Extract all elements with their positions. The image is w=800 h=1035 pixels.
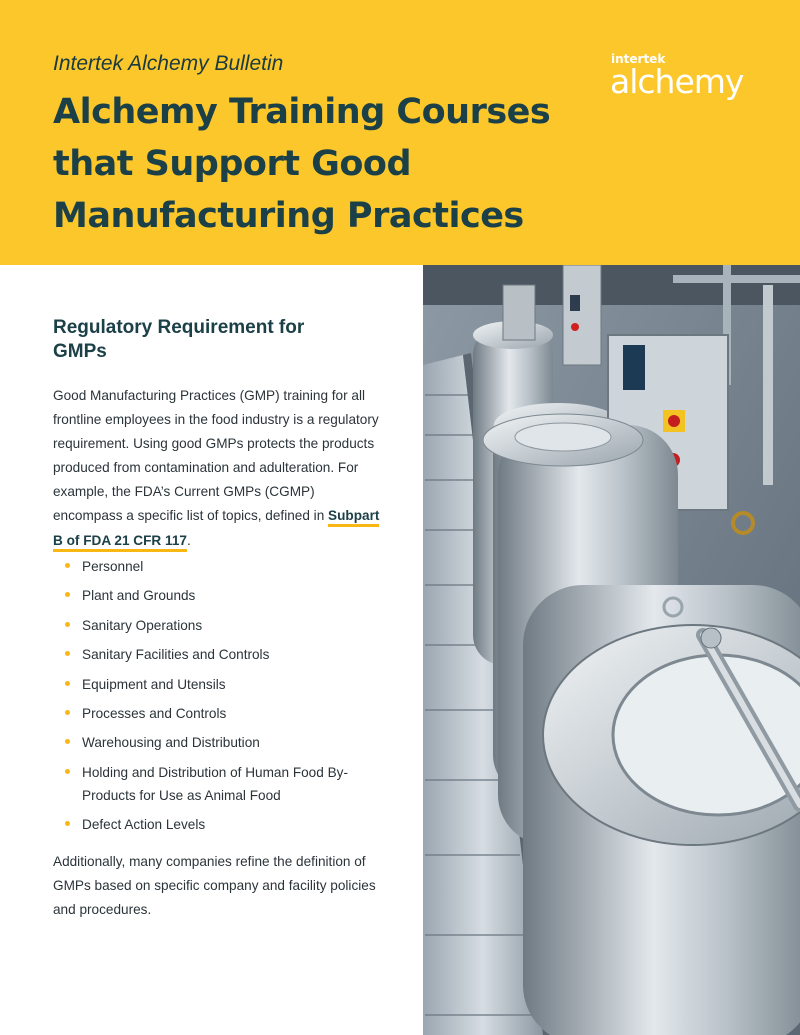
intro-end: . bbox=[186, 532, 191, 548]
header-banner bbox=[0, 0, 800, 265]
intro-paragraph bbox=[53, 384, 383, 553]
topic-list-item: Equipment and Utensils bbox=[65, 673, 385, 696]
topic-list-item: Personnel bbox=[65, 555, 385, 578]
topic-list-item: Warehousing and Distribution bbox=[65, 731, 385, 754]
topic-list bbox=[65, 555, 385, 843]
topic-list-item: Holding and Distribution of Human Food By-Products for Use as Animal Food bbox=[65, 761, 385, 807]
topic-list-item: Defect Action Levels bbox=[65, 813, 385, 836]
intertek-alchemy-logo bbox=[610, 52, 750, 112]
factory-tanks-illustration bbox=[423, 265, 800, 1035]
closing-paragraph: Additionally, many companies refine the definition of GMPs based on specific company and facility policies and procedures. bbox=[53, 854, 376, 918]
logo-small-text: intertek bbox=[611, 52, 666, 66]
topic-list-item: Sanitary Operations bbox=[65, 614, 385, 637]
bulletin-label: Intertek Alchemy Bulletin bbox=[53, 52, 284, 75]
logo-big-text: alchemy bbox=[610, 62, 744, 101]
subpart-b-link[interactable]: Subpart B of FDA 21 CFR 117 bbox=[53, 508, 379, 551]
topic-list-item: Sanitary Facilities and Controls bbox=[65, 643, 385, 666]
factory-tanks-photo bbox=[423, 265, 800, 1035]
section-heading: Regulatory Requirement for GMPs bbox=[53, 317, 305, 362]
topic-list-item: Plant and Grounds bbox=[65, 584, 385, 607]
intro-text: Good Manufacturing Practices (GMP) training for all frontline employees in the food industry is a regulatory requirement. Using good GMPs protects the products produced from contamination and adulteration. For example, the FDA’s Current GMPs (CGMP) encompass a specific list of topics, defined in bbox=[53, 388, 379, 524]
topic-list-item: Processes and Controls bbox=[65, 702, 385, 725]
page-title: Alchemy Training Courses that Support Good Manufacturing Practices bbox=[53, 92, 551, 236]
